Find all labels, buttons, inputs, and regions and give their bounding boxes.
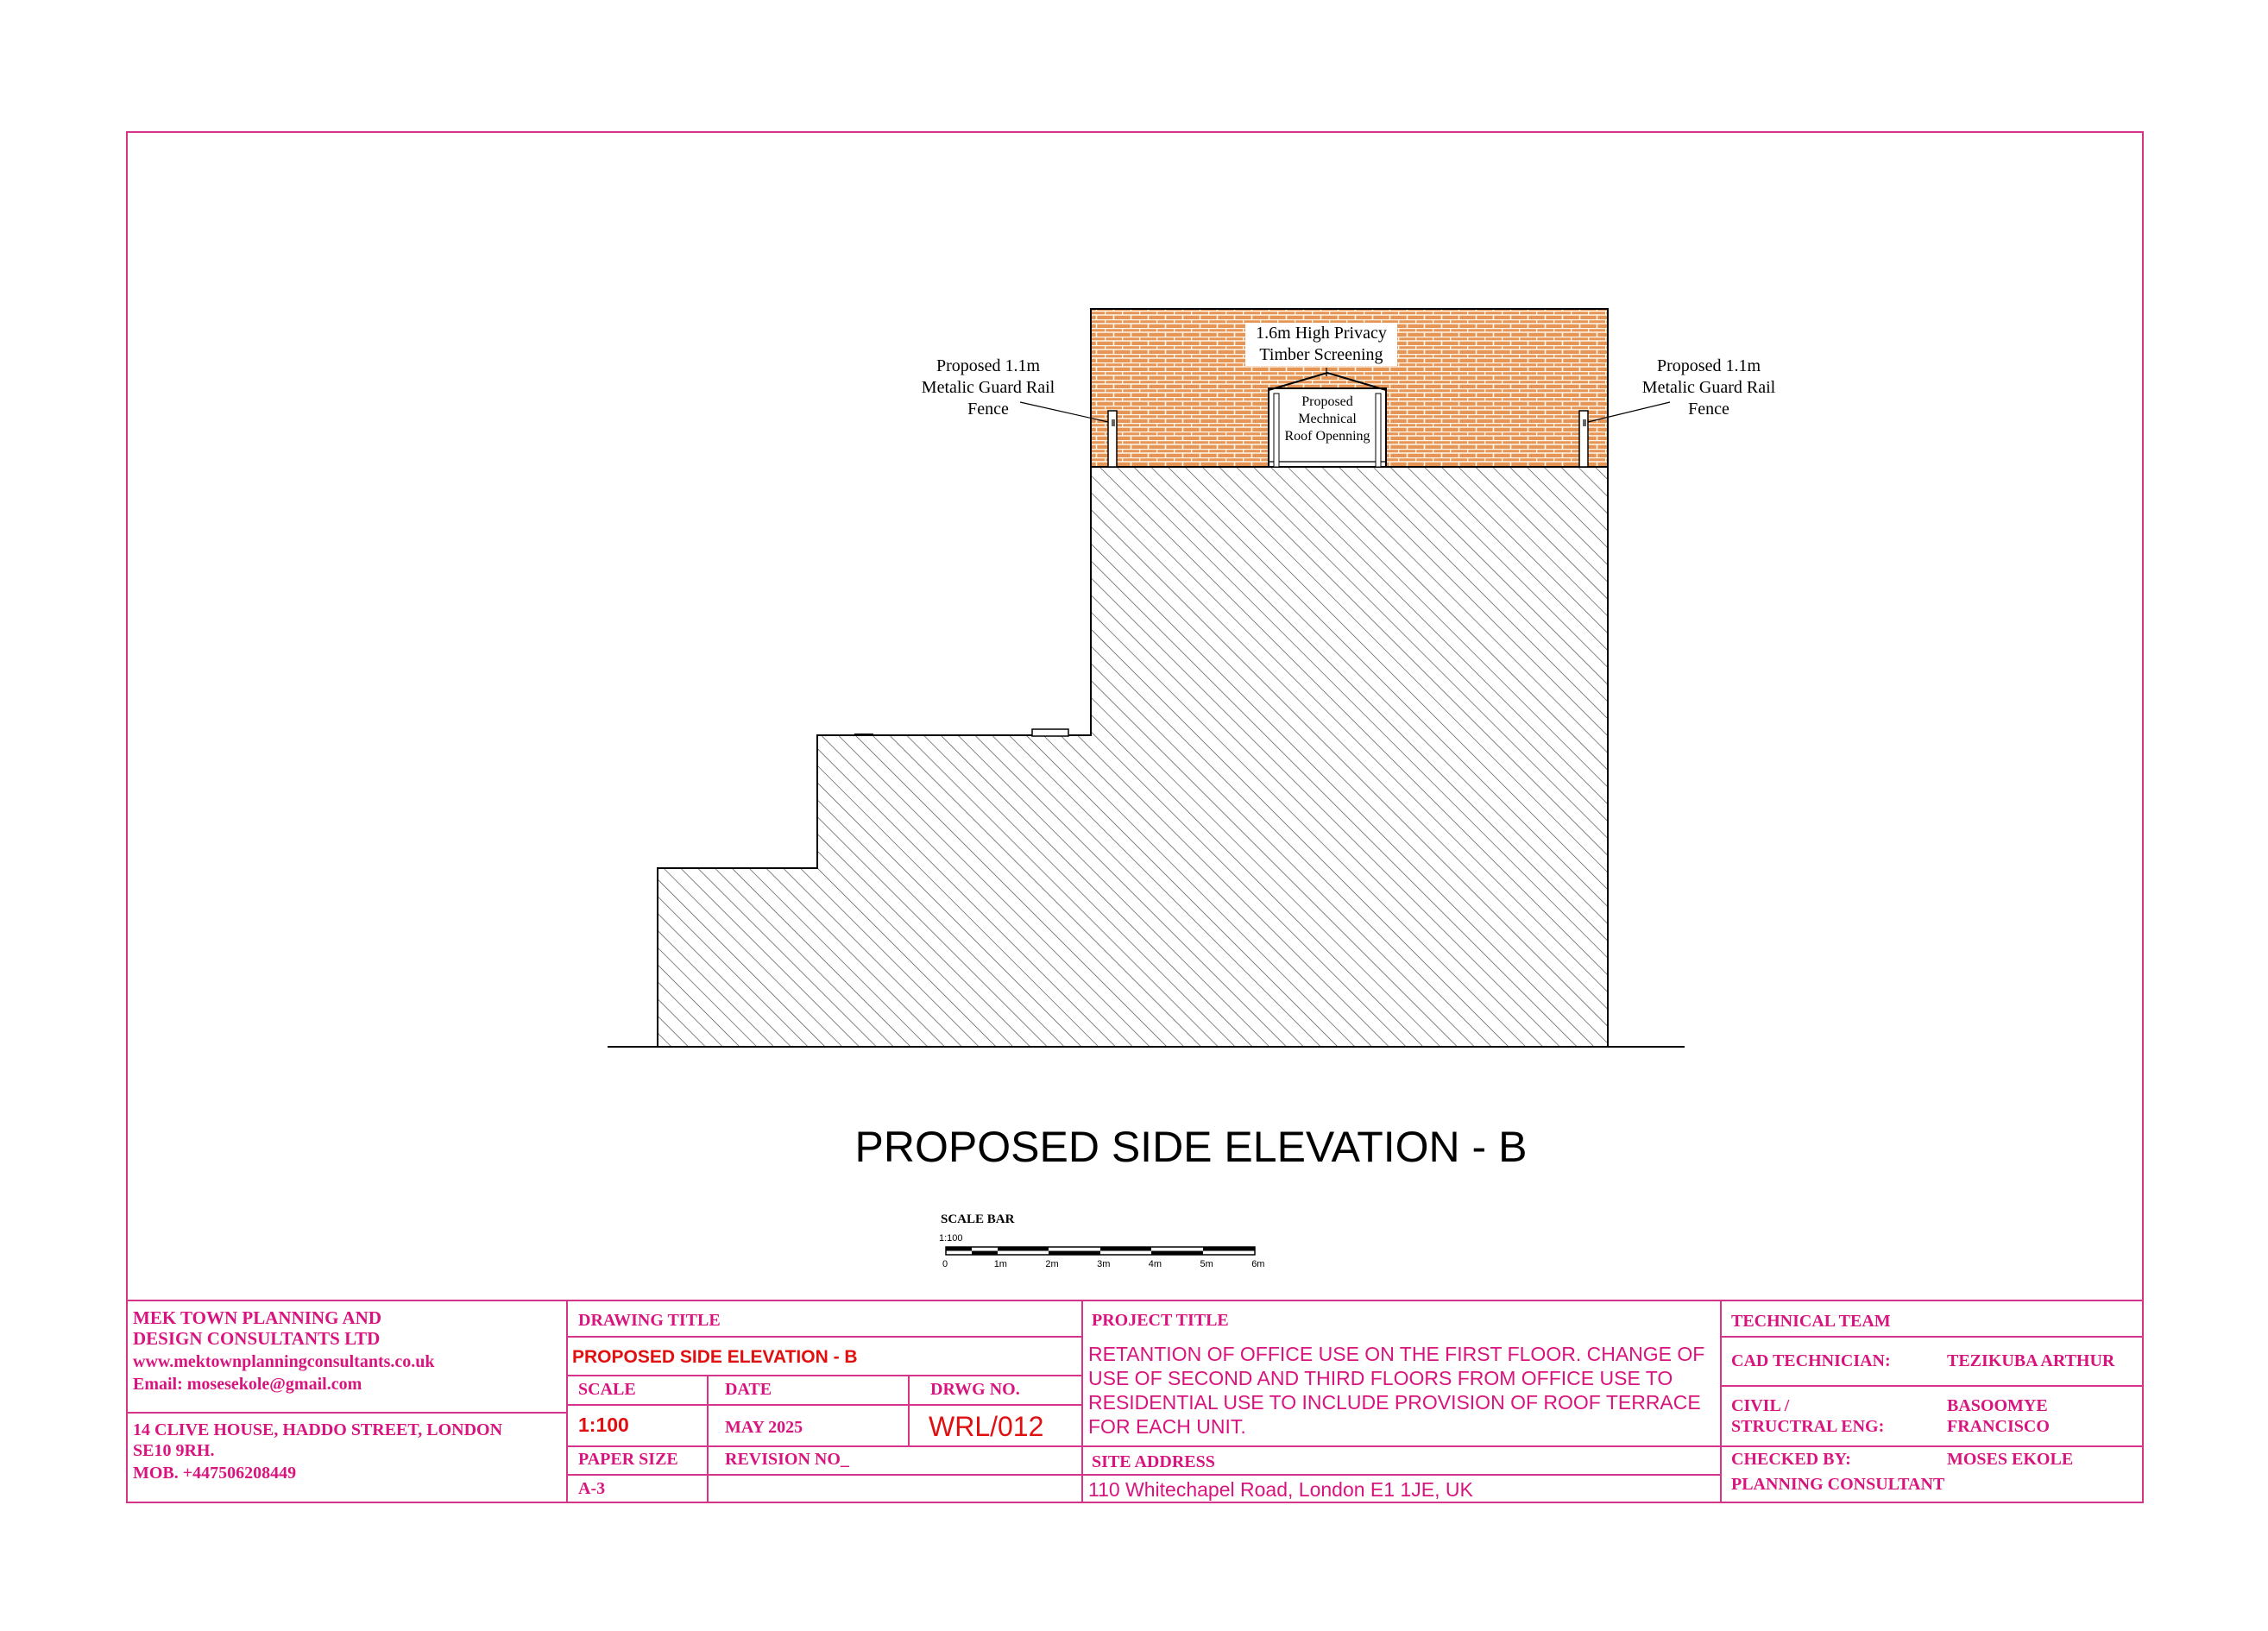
drwg-no-label: DRWG NO. xyxy=(930,1380,1020,1399)
planning-consultant-label: PLANNING CONSULTANT xyxy=(1731,1475,1945,1494)
cad-technician-label: CAD TECHNICIAN: xyxy=(1731,1351,1891,1370)
scale-bar-tick-label: 6m xyxy=(1251,1259,1265,1269)
company-website: www.mektownplanningconsultants.co.uk xyxy=(133,1352,435,1371)
scale-value: 1:100 xyxy=(578,1414,629,1436)
drawing-main-title: PROPOSED SIDE ELEVATION - B xyxy=(854,1123,1528,1171)
roof-opening-note: Proposed Mechnical Roof Openning xyxy=(1284,394,1370,444)
site-address-label: SITE ADDRESS xyxy=(1092,1452,1215,1471)
cad-technician-value: TEZIKUBA ARTHUR xyxy=(1947,1351,2115,1370)
date-value: MAY 2025 xyxy=(725,1418,803,1437)
civil-eng-value: BASOOMYE FRANCISCO xyxy=(1947,1396,2050,1436)
project-title-label: PROJECT TITLE xyxy=(1092,1311,1229,1330)
revision-label: REVISION NO_ xyxy=(725,1450,849,1469)
drawing-title-value: PROPOSED SIDE ELEVATION - B xyxy=(572,1347,858,1367)
sheet-border xyxy=(126,131,2144,1503)
scale-bar-tick-label: 4m xyxy=(1148,1259,1162,1269)
company-email: Email: mosesekole@gmail.com xyxy=(133,1375,362,1394)
drwg-no-value: WRL/012 xyxy=(929,1411,1044,1442)
company-name: MEK TOWN PLANNING AND DESIGN CONSULTANTS LTD xyxy=(133,1307,382,1349)
paper-size-value: A-3 xyxy=(578,1479,606,1498)
checked-by-value: MOSES EKOLE xyxy=(1947,1450,2074,1469)
scale-bar-tick-label: 2m xyxy=(1045,1259,1059,1269)
privacy-screen-note: 1.6m High Privacy Timber Screening xyxy=(1245,323,1397,366)
checked-by-label: CHECKED BY: xyxy=(1731,1450,1851,1469)
scale-bar-tick-label: 0 xyxy=(942,1259,948,1269)
guard-rail-left-note: Proposed 1.1m Metalic Guard Rail Fence xyxy=(921,356,1055,419)
civil-eng-label: CIVIL / STRUCTRAL ENG: xyxy=(1731,1396,1885,1436)
scale-bar-tick-label: 3m xyxy=(1097,1259,1111,1269)
scale-label: SCALE xyxy=(578,1380,636,1399)
date-label: DATE xyxy=(725,1380,772,1399)
paper-size-label: PAPER SIZE xyxy=(578,1450,678,1469)
scale-bar-ratio: 1:100 xyxy=(939,1233,963,1244)
site-address-value: 110 Whitechapel Road, London E1 1JE, UK xyxy=(1088,1478,1473,1501)
technical-team-label: TECHNICAL TEAM xyxy=(1731,1312,1891,1331)
company-mobile: MOB. +447506208449 xyxy=(133,1464,297,1483)
project-title-value: RETANTION OF OFFICE USE ON THE FIRST FLOOR. CHANGE OF USE OF SECOND AND THIRD FLOORS FROM OFFICE USE TO RESIDENTIAL USE TO INCLUDE PROVISION OF ROOF TERRACE FOR EACH UNIT. xyxy=(1088,1343,1705,1438)
scale-bar-tick-label: 1m xyxy=(993,1259,1007,1269)
scale-bar-heading: SCALE BAR xyxy=(941,1212,1015,1226)
guard-rail-right-note: Proposed 1.1m Metalic Guard Rail Fence xyxy=(1641,356,1776,419)
scale-bar-tick-label: 5m xyxy=(1200,1259,1213,1269)
company-address: 14 CLIVE HOUSE, HADDO STREET, LONDON SE10 9RH. xyxy=(133,1420,503,1460)
drawing-title-label: DRAWING TITLE xyxy=(578,1311,721,1330)
